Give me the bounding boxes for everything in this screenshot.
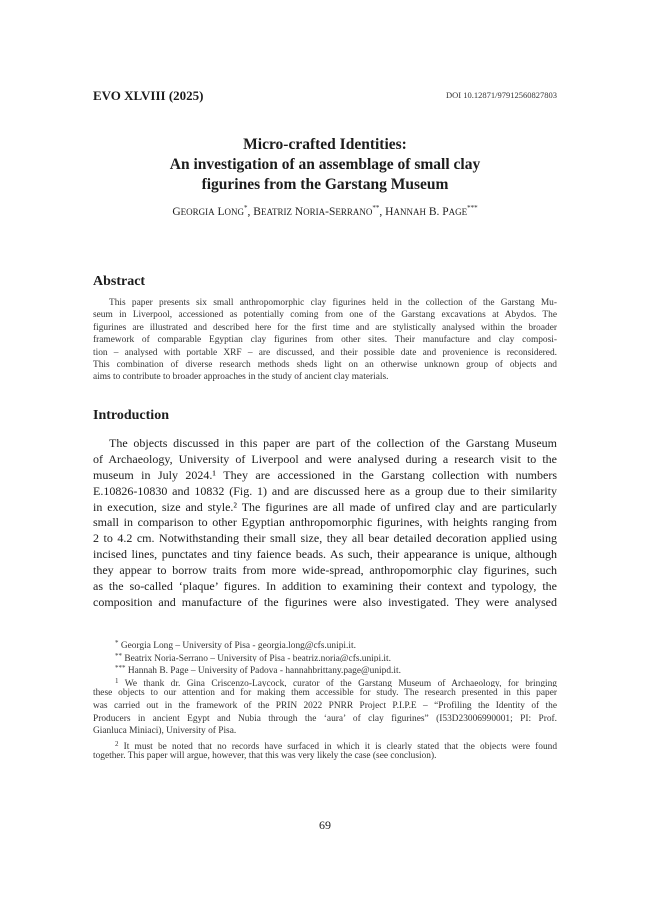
page-number: 69 bbox=[319, 818, 331, 832]
body-line: incised lines, punctates and tiny faience beads. As such, their appearance is unique, although bbox=[93, 547, 557, 562]
footnotes bbox=[93, 637, 557, 763]
title-line: figurines from the Garstang Museum bbox=[201, 176, 449, 193]
footnote-author-1: * Georgia Long – University of Pisa - georgia.long@cfs.unipi.it. bbox=[115, 639, 356, 650]
abstract-line: This combination of diverse research methods sheds light on an otherwise unknown group of objects and bbox=[93, 359, 557, 370]
author-list: GEORGIA LONG*, BEATRIZ NORIA-SERRANO**, HANNAH B. PAGE*** bbox=[172, 204, 478, 218]
body-line: E.10826-10830 and 10832 (Fig. 1) and are discussed here as a group due to their similarity bbox=[93, 483, 557, 498]
body-line: as the so-called ‘plaque’ figures. In addition to examining their context and typology, the bbox=[93, 579, 557, 594]
footnote-1-line: these objects to our attention and for making them accessible for study. The research presented in this paper bbox=[93, 688, 557, 699]
running-header bbox=[93, 88, 557, 108]
article-title bbox=[93, 135, 557, 195]
abstract-text bbox=[93, 297, 557, 384]
abstract-heading: Abstract bbox=[93, 274, 146, 289]
body-line: 2 to 4.2 cm. Notwithstanding their small size, they all bear detailed decoration applied using bbox=[93, 531, 557, 546]
body-line: they appear to borrow traits from more wide-spread, anthropomorphic clay figurines, such bbox=[93, 563, 557, 578]
body-line: of Archaeology, University of Liverpool and were analysed during a research visit to the bbox=[93, 451, 557, 466]
affiliation-mark: ** bbox=[372, 204, 380, 212]
footnote-author-3: *** Hannah B. Page – University of Padova - hannahbrittany.page@unipd.it. bbox=[115, 664, 401, 675]
footnote-1-line: was carried out in the framework of the PRIN 2022 PNRR Project P.I.P.E – “Profiling the Identity of the bbox=[93, 700, 557, 711]
footnote-1-line: Gianluca Miniaci), University of Pisa. bbox=[93, 726, 237, 737]
body-line: The objects discussed in this paper are part of the collection of the Garstang Museum bbox=[109, 436, 557, 450]
footnote-author-2: ** Beatrix Noria-Serrano – University of Pisa - beatriz.noria@cfs.unipi.it. bbox=[115, 651, 391, 663]
footnote-2-line: $^2$ It must be noted that no records have surfaced in which it is clearly stated that the objects were found bbox=[115, 739, 557, 751]
footnote-2-line: together. This paper will argue, however, that this was very likely the case (see conclusion). bbox=[93, 751, 437, 762]
affiliation-mark: * bbox=[244, 204, 248, 212]
journal-issue: EVO XLVIII (2025) bbox=[93, 88, 204, 103]
body-line: museum in July 2024.¹ They are accessioned in the Garstang collection with numbers bbox=[93, 467, 557, 482]
introduction-text bbox=[93, 436, 557, 611]
footnote-1-line: $^1$ We thank dr. Gina Criscenzo-Laycock, curator of the Garstang Museum of Archaeology, for bringing bbox=[115, 676, 557, 688]
body-line: composition and manufacture of the figurines were also investigated. They were analysed bbox=[93, 594, 557, 609]
title-line: Micro-crafted Identities: bbox=[243, 136, 407, 153]
abstract-line: seum in Liverpool, accessioned as potentially coming from one of the Garstang excavations at Abydos. The bbox=[93, 310, 557, 321]
affiliation-mark: *** bbox=[467, 204, 478, 212]
author-name: GEORGIA LONG* bbox=[172, 204, 248, 218]
abstract-line: aims to contribute to broader approaches in the study of ancient clay materials. bbox=[93, 372, 389, 383]
body-line: small in comparison to other Egyptian anthropomorphic figurines, with heights ranging from bbox=[93, 515, 557, 530]
abstract-line: figurines are illustrated and described here for the first time and are stylistically analysed within the broader bbox=[93, 322, 557, 333]
doi: DOI 10.12871/97912560827803 bbox=[446, 90, 557, 100]
introduction-heading: Introduction bbox=[93, 408, 169, 423]
author-name: BEATRIZ NORIA-SERRANO** bbox=[253, 204, 380, 218]
abstract-line: This paper presents six small anthropomorphic clay figurines held in the collection of the Garstang Mu- bbox=[109, 298, 557, 308]
author-name: HANNAH B. PAGE*** bbox=[385, 204, 478, 218]
title-line: An investigation of an assemblage of small clay bbox=[169, 156, 481, 173]
footnote-1-line: Producers in ancient Egypt and Nubia through the ‘aura’ of clay figurines” (I53D23006990001; PI: Prof. bbox=[93, 713, 557, 724]
body-line: in execution, size and style.² The figurines are all made of unfired clay and are particularly bbox=[93, 499, 557, 514]
abstract-line: tion – analysed with portable XRF – are discussed, and their possible date and provenience is reconsidered. bbox=[93, 347, 557, 358]
abstract-line: framework of comparable Egyptian clay figurines from other sites. Their manufacture and clay composi- bbox=[93, 335, 557, 346]
